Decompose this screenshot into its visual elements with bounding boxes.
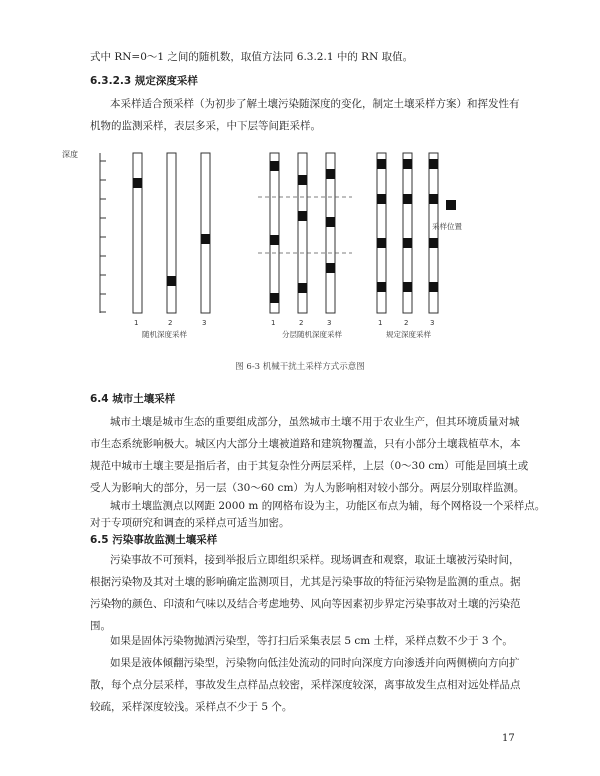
- paragraph-line: 规范中城市土壤主要是指后者，由于其复杂性分两层采样，上层（0～30 cm）可能是回填土或: [90, 460, 529, 472]
- sample-point: [201, 234, 210, 244]
- column-number: 3: [202, 319, 207, 327]
- sample-point: [377, 194, 386, 204]
- column-number: 1: [134, 319, 139, 327]
- section-heading-6-4: 6.4 城市土壤采样: [90, 393, 176, 405]
- paragraph-line: 如果是固体污染物抛洒污染型，等打扫后采集表层 5 cm 土样，采样点数不少于 3 个。: [110, 635, 513, 647]
- paragraph-line: 污染事故不可预料，接到举报后立即组织采样。现场调查和观察，取证土壤被污染时间，: [110, 554, 520, 566]
- paragraph-line: 城市土壤是城市生态的重要组成部分，虽然城市土壤不用于农业生产，但其环境质量对城: [110, 416, 520, 428]
- group-caption: 分层随机深度采样: [282, 330, 342, 339]
- sample-point: [133, 178, 142, 188]
- sample-point: [270, 235, 279, 245]
- sample-point: [403, 282, 412, 292]
- sample-point: [326, 169, 335, 179]
- paragraph-line: 市生态系统影响极大。城区内大部分土壤被道路和建筑物覆盖，只有小部分土壤栽植草木，本: [90, 438, 521, 450]
- soil-column: [201, 153, 210, 313]
- paragraph-line: 对于专项研究和调查的采样点可适当加密。: [90, 517, 290, 529]
- group-caption: 规定深度采样: [386, 330, 431, 339]
- page-number: 17: [502, 733, 515, 744]
- column-number: 1: [271, 319, 276, 327]
- group-random-depth: [133, 153, 210, 339]
- paragraph-line: 散，每个点分层采样，事故发生点样品点较密，采样深度较深，离事故发生点相对远处样品点: [90, 679, 521, 691]
- sample-point: [326, 217, 335, 227]
- legend-swatch: [446, 200, 456, 210]
- legend-label: 采样位置: [432, 222, 462, 231]
- paragraph-line: 围。: [90, 620, 111, 632]
- column-number: 2: [168, 319, 173, 327]
- intro-line: 式中 RN=0～1 之间的随机数，取值方法同 6.3.2.1 中的 RN 取值。: [90, 51, 414, 63]
- group-caption: 随机深度采样: [142, 330, 187, 339]
- sample-point: [270, 161, 279, 171]
- sample-point: [429, 159, 438, 169]
- sample-point: [377, 159, 386, 169]
- sample-point: [326, 263, 335, 273]
- paragraph-line: 如果是液体倾翻污染型，污染物向低洼处流动的同时向深度方向渗透并向两侧横向方向扩: [110, 657, 520, 669]
- group-stratified-random: [258, 153, 352, 339]
- section-heading-6-5: 6.5 污染事故监测土壤采样: [90, 534, 218, 546]
- sample-point: [429, 282, 438, 292]
- sample-point: [403, 159, 412, 169]
- column-number: 3: [327, 319, 332, 327]
- paragraph-line: 本采样适合预采样（为初步了解土壤污染随深度的变化，制定土壤采样方案）和挥发性有: [110, 98, 520, 110]
- sample-point: [429, 194, 438, 204]
- soil-column: [167, 153, 176, 313]
- sampling-diagram: [60, 145, 500, 345]
- sample-point: [429, 238, 438, 248]
- sample-point: [298, 211, 307, 221]
- depth-axis: [100, 153, 106, 313]
- sample-point: [270, 293, 279, 303]
- sample-point: [403, 238, 412, 248]
- soil-column: [133, 153, 142, 313]
- sample-point: [298, 175, 307, 185]
- section-heading-6-3-2-3: 6.3.2.3 规定深度采样: [90, 75, 198, 87]
- paragraph-line: 受人为影响大的部分，另一层（30～60 cm）为人为影响相对较小部分。两层分别取样监测。: [90, 482, 525, 494]
- group-fixed-depth: [377, 153, 438, 339]
- column-number: 3: [430, 319, 435, 327]
- sample-point: [377, 282, 386, 292]
- sample-point: [403, 194, 412, 204]
- sample-point: [377, 238, 386, 248]
- figure-caption: 图 6-3 机械干扰土采样方式示意图: [235, 362, 365, 372]
- paragraph-line: 城市土壤监测点以网距 2000 m 的网格布设为主，功能区布点为辅，每个网格设一个采样点。: [110, 500, 546, 512]
- paragraph-line: 污染物的颜色、印渍和气味以及结合考虑地势、风向等因素初步界定污染事故对土壤的污染范: [90, 598, 521, 610]
- y-axis-label: 深度: [62, 150, 78, 159]
- column-number: 1: [378, 319, 383, 327]
- column-number: 2: [299, 319, 304, 327]
- column-number: 2: [404, 319, 409, 327]
- soil-column: [270, 153, 279, 313]
- sample-point: [167, 276, 176, 286]
- sample-point: [298, 283, 307, 293]
- paragraph-line: 机物的监测采样，表层多采，中下层等间距采样。: [90, 120, 321, 132]
- paragraph-line: 较疏，采样深度较浅。采样点不少于 5 个。: [90, 701, 293, 713]
- paragraph-line: 根据污染物及其对土壤的影响确定监测项目，尤其是污染事故的特征污染物是监测的重点。据: [90, 576, 521, 588]
